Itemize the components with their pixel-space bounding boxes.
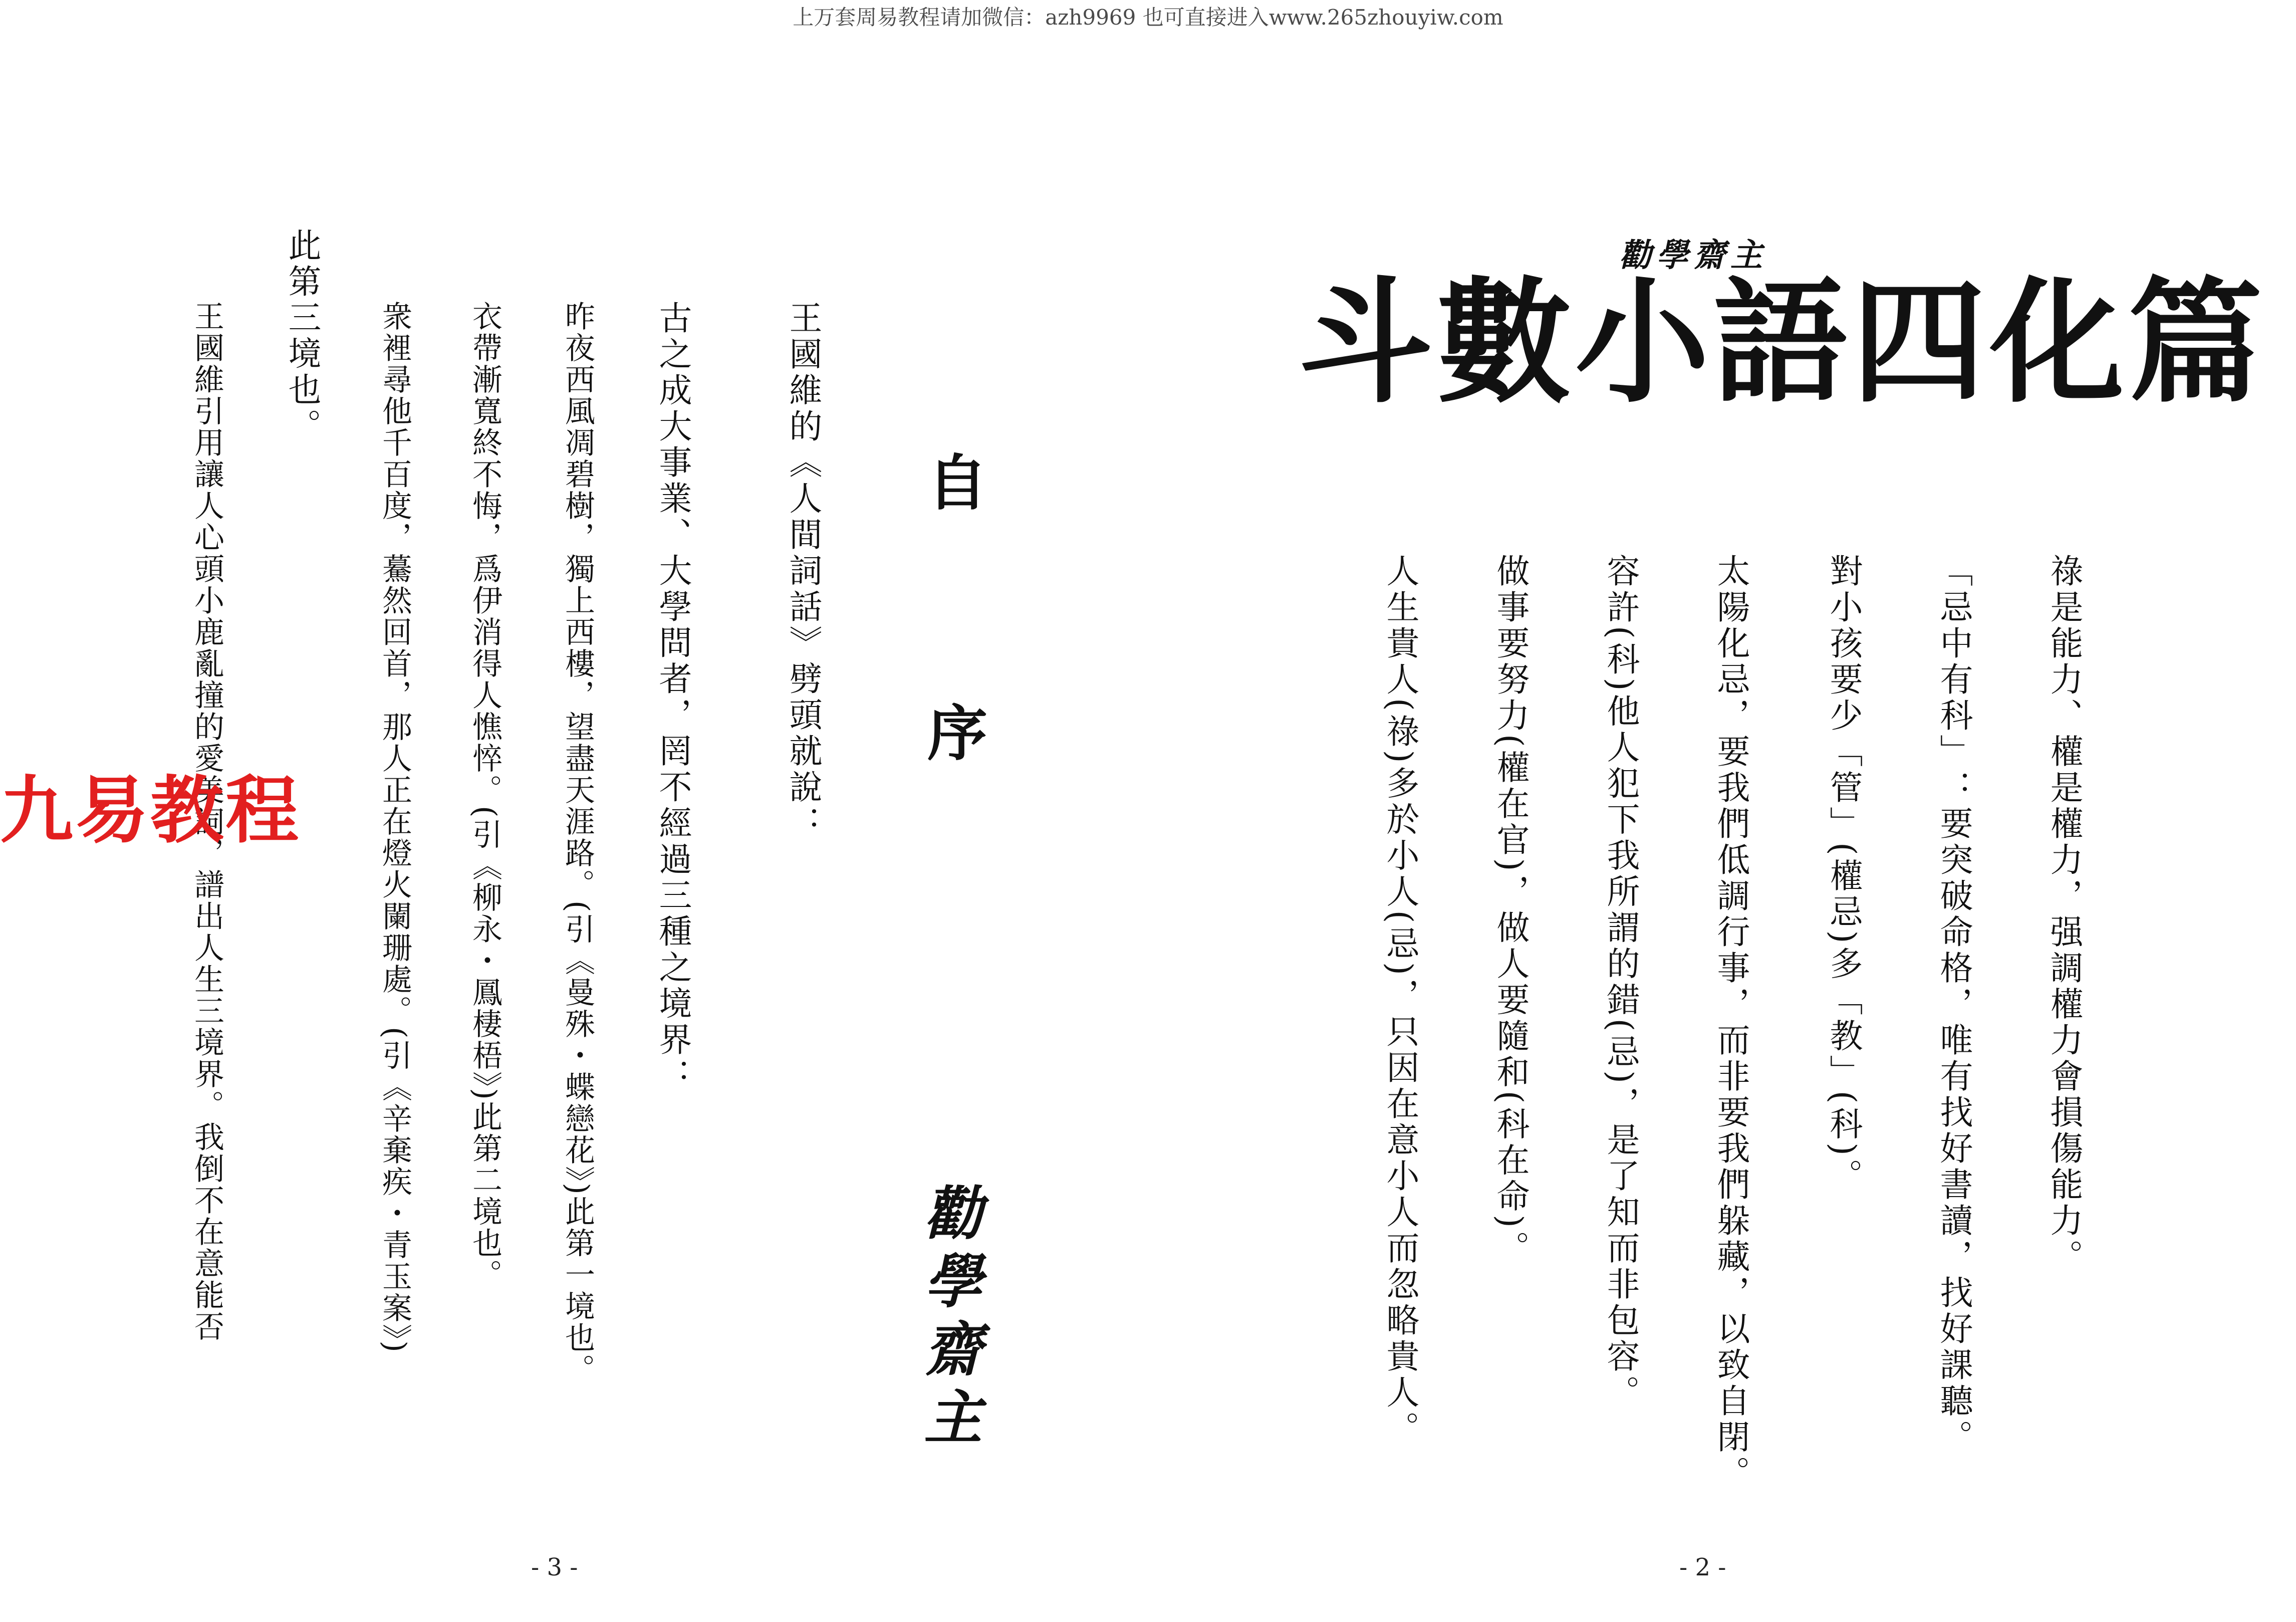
preface-title: 自序: [917, 451, 988, 952]
text-column-3: 昨夜西風凋碧樹，獨上西樓，望盡天涯路。(引《曼殊・蝶戀花》)此第一境也。: [560, 301, 595, 1385]
text-column-2: 古之成大事業、大學問者，罔不經過三種之境界：: [653, 301, 692, 1094]
text-column-1: 祿是能力、權是權力，强調權力會損傷能力。: [2045, 554, 2083, 1275]
text-column-3: 對小孩要少「管」(權忌)多「教」(科)。: [1824, 554, 1863, 1195]
text-column-2: 「忌中有科」：要突破命格，唯有找好書讀，找好課聽。: [1934, 554, 1973, 1456]
text-column-4: 太陽化忌，要我們低調行事，而非要我們躲藏，以致自閉。: [1711, 554, 1750, 1492]
top-banner: 上万套周易教程请加微信：azh9969 也可直接进入www.265zhouyiw.com: [793, 5, 1503, 30]
text-column-7: 王國維引用讓人心頭小鹿亂撞的愛美詞，譜出人生三境界。我倒不在意能否: [189, 301, 224, 1342]
page-number: - 2 -: [1679, 1553, 1726, 1581]
text-column-5: 衆裡尋他千百度，驀然回首，那人正在燈火闌珊處。(引《辛棄疾・青玉案》): [377, 301, 412, 1354]
text-column-5: 容許(科)他人犯下我所謂的錯(忌)，是了知而非包容。: [1601, 554, 1640, 1411]
text-column-1: 王國維的《人間詞話》劈頭就說：: [784, 301, 822, 842]
page-2: [1148, 40, 2296, 1622]
watermark: 九易教程: [0, 768, 301, 853]
author-name: 勸學齋主: [1619, 237, 1767, 274]
text-column-6: 做事要努力(權在官)，做人要隨和(科在命)。: [1491, 554, 1529, 1267]
text-column-7: 人生貴人(祿)多於小人(忌)，只因在意小人而忽略貴人。: [1381, 554, 1419, 1447]
signature: 勸學齋主: [914, 1183, 982, 1455]
text-column-4: 衣帶漸寬終不悔，爲伊消得人憔悴。(引《柳永・鳳棲梧》)此第二境也。: [467, 301, 502, 1291]
text-column-6: 此第三境也。: [283, 228, 321, 444]
page-title: 斗數小語四化篇: [1299, 264, 2266, 421]
page-number: - 3 -: [531, 1553, 578, 1581]
